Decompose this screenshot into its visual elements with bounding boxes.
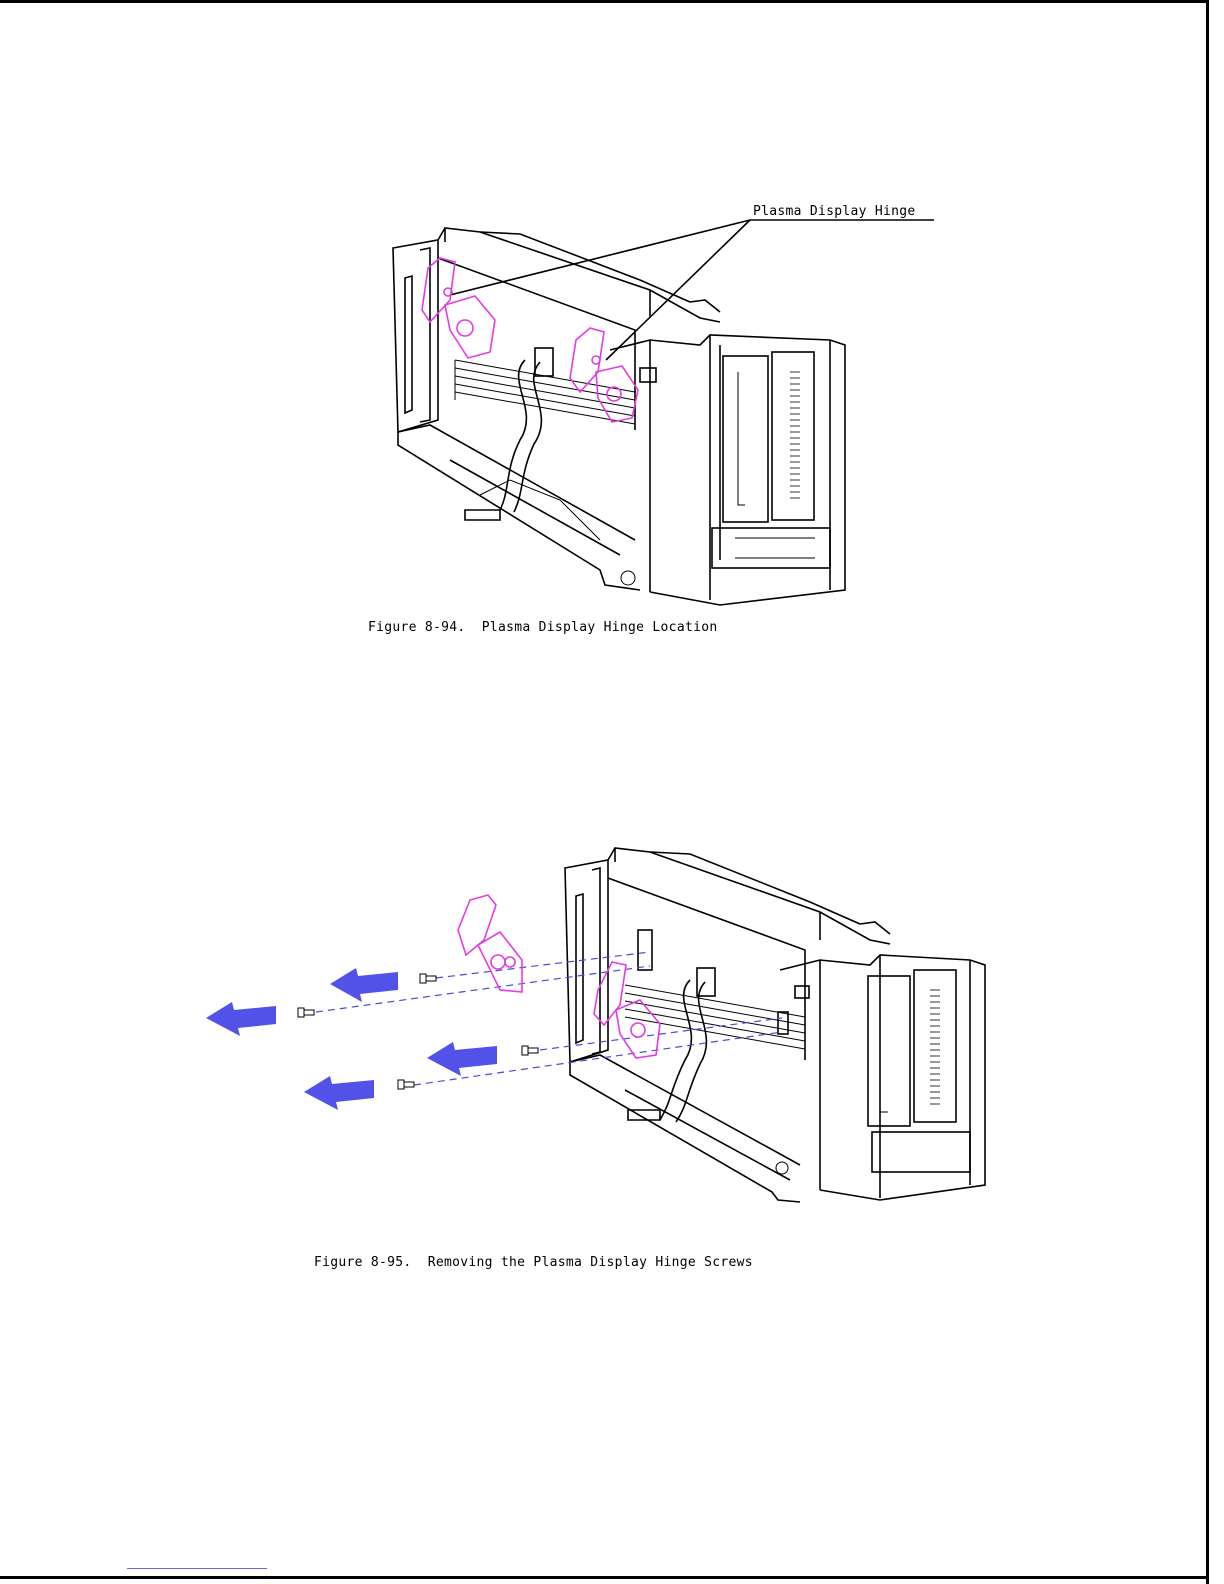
arrow-left-icon — [427, 1042, 497, 1076]
footer-link-underline[interactable] — [127, 1568, 267, 1569]
arrow-left-icon — [304, 1076, 374, 1110]
plasma-display-hinge-detached — [458, 895, 522, 992]
computer-chassis-outline-exploded — [565, 848, 985, 1202]
removal-arrows — [206, 968, 497, 1110]
page-border-top — [0, 0, 1209, 3]
plasma-display-hinge-right — [570, 328, 638, 422]
screw-removal-paths — [316, 952, 782, 1085]
plasma-display-hinge-mounted — [594, 962, 660, 1058]
arrow-left-icon — [330, 968, 398, 1002]
figure-8-94-caption: Figure 8-94. Plasma Display Hinge Location — [368, 620, 718, 635]
drive-bays — [712, 352, 830, 568]
screw-icon — [522, 1046, 538, 1055]
page-border-bottom — [0, 1576, 1209, 1579]
computer-chassis-outline — [393, 228, 845, 605]
figure-8-95-illustration — [0, 840, 1224, 1210]
drive-bays-exploded — [868, 970, 970, 1172]
screw-icon — [420, 974, 436, 983]
screw-icon — [298, 1008, 314, 1017]
arrow-left-icon — [206, 1002, 276, 1036]
figure-8-95-caption: Figure 8-95. Removing the Plasma Display Hinge Screws — [314, 1255, 753, 1270]
callout-plasma-display-hinge: Plasma Display Hinge — [753, 204, 916, 219]
callout-leader-lines — [450, 220, 934, 360]
plasma-display-hinge-left — [422, 258, 495, 358]
screw-icon — [398, 1080, 414, 1089]
figure-8-94-illustration — [0, 190, 1224, 620]
